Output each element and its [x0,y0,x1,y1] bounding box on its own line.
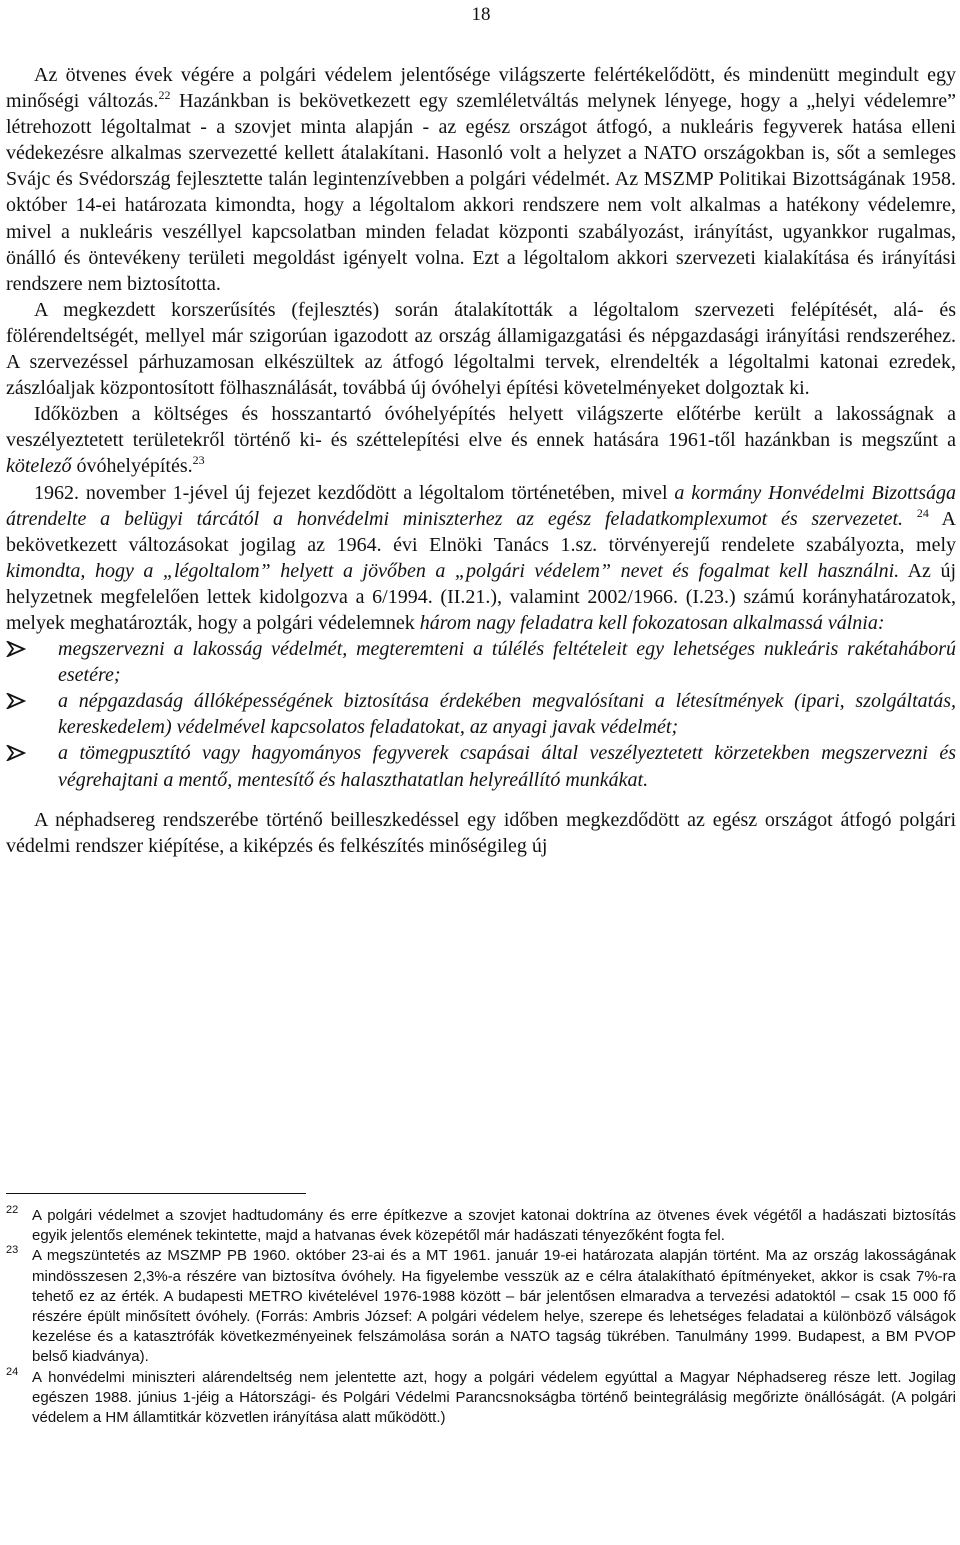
footnote-mark: 24 [6,1365,19,1378]
paragraph-3-text-a: Időközben a költséges és hosszantartó óvóhelyépítés helyett világszerte előtérbe került a lakosságnak a veszélyeztetett területekről történő ki- és széttelepítési elve és ennek hatására 1961-től hazánkban is megszűnt a [6,403,956,452]
list-item-text: megszervezni a lakosság védelmét, megteremteni a túlélés feltételeit egy lehetséges nukleáris rakétaháború esetére; [58,638,956,687]
paragraph-4-emphasis-c: három nagy feladatra kell fokozatosan alkalmassá válnia: [419,611,885,634]
list-item [6,740,956,792]
list-item-text: a népgazdaság állóképességének biztosítása érdekében megvalósítani a létesítmények (ipari, szolgáltatás, kereskedelem) védelmével kapcsolatos feladatokat, az anyagi javak védelmét; [58,690,956,739]
footnote-text: A megszüntetés az MSZMP PB 1960. október 23-ai és a MT 1961. január 19-ei határozata alapján történt. Ma az ország lakosságának mindösszesen 2,3%-a részére van biztosítva óvóhely. Ha figyelembe vesszük az e célra átalakítható építményeket, akkor is csak 7%-ra tehető ez az érték. A budapesti METRO kivételével 1976-1988 között – bár jelentősen elmaradva a tervezési adatoktól – csak 15 000 fő részére épült minősített óvóhely. (Forrás: Ambris József: A polgári védelem helye, szerepe és lehetséges feladatai a különböző válságok kezelése és a katasztrófák következményeinek felszámolása során a NATO tagság tükrében. Tanulmány 1999. Budapest, a BM PVOP belső kiadványa). [32,1247,956,1366]
list-item-text: a tömegpusztító vagy hagyományos fegyverek csapásai által veszélyeztetett körzetekben megszervezni és végrehajtani a mentő, mentesítő és halaszthatatlan helyreállító munkákat. [58,742,956,791]
paragraph-3-emphasis: kötelező [6,455,72,478]
paragraph-3-text-b: óvóhelyépítés. [71,455,193,478]
list-item [6,688,956,740]
paragraph-3 [6,401,956,479]
arrow-bullet-icon [6,641,26,657]
footnote-text: A honvédelmi miniszteri alárendeltség nem jelentette azt, hogy a polgári védelem egyúttal a Magyar Néphadsereg része lett. Jogilag egészen 1988. június 1-jéig a Hátországi- és Polgári Védelmi Parancsnokságba történő beintegrálásig megőrizte önállóságát. (A polgári védelem a HM államtitkár közvetlen irányítása alatt működött.) [32,1368,956,1427]
paragraph-4-emphasis-a: a kormány Honvédelmi Bizottsága átrendelte a belügyi tárcától a honvédelmi miniszterhez az egész feladatkomplexumot és szervezetet. [6,481,956,530]
paragraph-4-text-c: Az új helyzetnek megfelelően lettek kidolgozva a 6/1994. (II.21.), valamint 2002/1966. (I.23.) számú korányhatározatok, melyek meghatározták, hogy a polgári védelemnek [6,559,957,634]
footnote-24 [6,1365,956,1429]
footnote-22 [6,1206,956,1246]
paragraph-4-text-a: 1962. november 1-jével új fejezet kezdődött a légoltalom történetében, mivel [34,481,675,504]
paragraph-1-text-a: Az ötvenes évek végére a polgári védelem jelentősége világszerte felértékelődött, és mindenütt megindult egy minőségi változás. [6,64,956,113]
footnote-ref-22[interactable]: 22 [158,88,171,103]
paragraph-1-text-b: Hazánkban is bekövetkezett egy szemléletváltás melynek lényege, hogy a „helyi védelemre” létrehozott légoltalmat - a szovjet minta alapján - az egész országot átfogó, a nukleáris fegyverek hatása elleni védekezésre alkalmas szervezetté kellett átalakítani. Hasonló volt a helyzet a NATO országokban is, sőt a semleges Svájc és Svédország fejlesztette talán legintenzívebben a polgári védelmét. Az MSZMP Politikai Bizottságának 1958. október 14-ei határozata kimondta, hogy a légoltalom akkori rendszere nem volt alkalmas a hatékony védelemre, mivel a nukleáris veszéllyel kapcsolatban minden feladat központi szabályozást, irányítást, ugyankkor rugalmas, önálló és öntevékeny területi megoldást igényelt volna. Ezt a légoltalom akkori szervezeti kialakítása és irányítási rendszere nem biztosította. [6,90,957,295]
arrow-bullet-icon [6,745,26,761]
list-item [6,636,956,688]
paragraph-1 [6,62,956,297]
paragraph-4-text-b: A bekövetkezett változásokat jogilag az 1964. évi Elnöki Tanács 1.sz. törvényerejű rendelete szabályozta, mely [6,507,957,556]
footnote-ref-24[interactable]: 24 [916,505,929,520]
paragraph-4-emphasis-b: kimondta, hogy a „légoltalom” helyett a jövőben a „polgári védelem” nevet és fogalmat kell használni. [6,559,900,582]
footnote-23 [6,1246,956,1367]
footnote-mark: 22 [6,1204,19,1216]
footnote-text: A polgári védelmet a szovjet hadtudomány és erre építkezve a szovjet katonai doktrína az ötvenes évek végétől a hadászati biztosítás egyik jelentős elemének tekintette, majd a hatvanas évek közepétől már hadászati tényezőként fogta fel. [32,1207,956,1245]
page-number: 18 [471,4,491,25]
paragraph-2: A megkezdett korszerűsítés (fejlesztés) során átalakították a légoltalom szervezeti felépítését, alá- és fölérendeltségét, mellyel már szigorúan igazodott az ország államigazgatási és népgazdasági irányítási rendszeréhez. A szervezéssel párhuzamosan elkészültek az átfogó légoltalmi tervek, elrendelték a légoltalmi katonai ezredek, zászlóaljak központosított fölhasználását, továbbá új óvóhelyi építési követelményeket dolgoztak ki. [6,298,956,400]
footnote-ref-23[interactable]: 23 [192,453,205,468]
footnotes [6,1206,956,1428]
task-list [6,636,956,793]
footnote-separator [6,1193,306,1194]
paragraph-4 [6,480,956,637]
footnote-mark: 23 [6,1244,19,1257]
body-text [6,62,956,859]
paragraph-5: A néphadsereg rendszerébe történő beilleszkedéssel egy időben megkezdődött az egész országot átfogó polgári védelmi rendszer kiépítése, a kiképzés és felkészítés minőségileg új [6,808,956,857]
arrow-bullet-icon [6,693,26,709]
